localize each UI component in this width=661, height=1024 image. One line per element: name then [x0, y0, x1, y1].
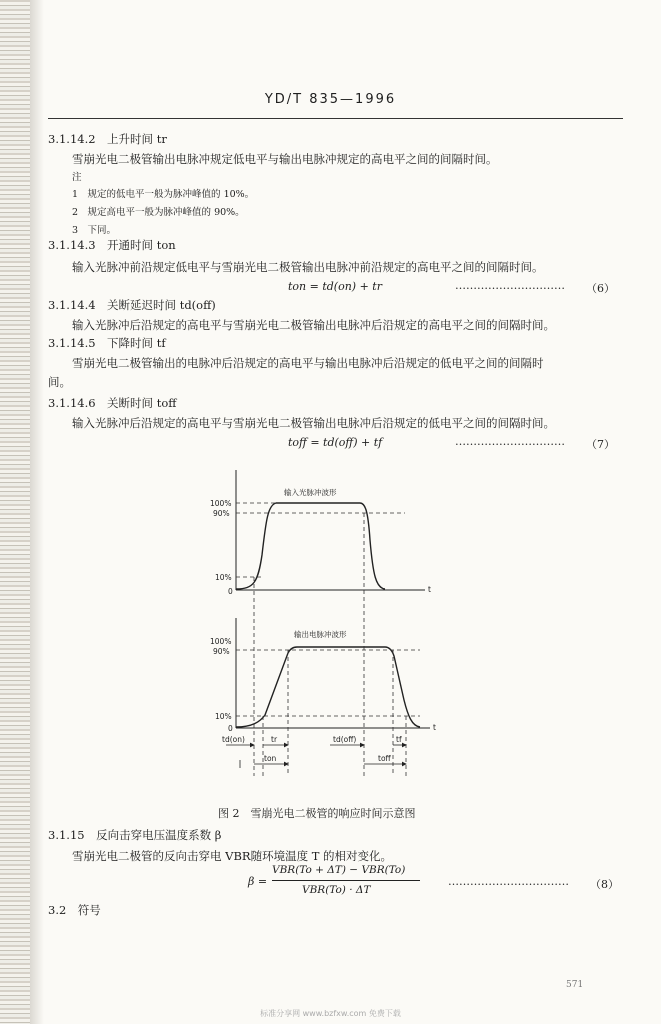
site-watermark: 标准分享网 www.bzfxw.com 免费下载: [260, 1009, 401, 1018]
equation-6-number: （6）: [586, 282, 615, 295]
bottom-y90-label: 90%: [213, 647, 230, 656]
note-1: 1 规定的低电平一般为脉冲峰值的 10%。: [72, 189, 255, 200]
section-3-1-14-5-title: 3.1.14.5 下降时间 tf: [48, 336, 166, 350]
top-y100-label: 100%: [210, 499, 232, 508]
equation-6: ton = td(on) + tr: [288, 280, 382, 293]
top-y10-label: 10%: [215, 573, 232, 582]
tf-label: tf: [396, 735, 402, 744]
output-pulse-curve: [236, 647, 420, 727]
page-number: 571: [566, 980, 584, 990]
output-wave-label: 输出电脉冲波形: [294, 630, 347, 639]
bottom-y0-label: 0: [228, 724, 233, 733]
bottom-y100-label: 100%: [210, 637, 232, 646]
leader-dots-6: …………………………: [455, 279, 565, 292]
section-3-1-15-text: 雪崩光电二极管的反向击穿电 VBR随环境温度 T 的相对变化。: [72, 849, 393, 863]
note-3: 3 下同。: [72, 225, 117, 236]
section-3-1-14-5-text-2: 间。: [48, 375, 71, 389]
page-header: YD/T 835—1996: [264, 92, 397, 107]
ton-label: ton: [264, 754, 277, 763]
top-y90-label: 90%: [213, 509, 230, 518]
toff-label: toff: [378, 754, 391, 763]
section-3-1-14-6-title: 3.1.14.6 关断时间 toff: [48, 396, 177, 410]
beta-denominator: VBR(To) · ΔT: [302, 884, 371, 896]
note-label: 注: [72, 172, 82, 183]
section-3-1-15-title: 3.1.15 反向击穿电压温度系数 β: [48, 828, 222, 842]
top-y0-label: 0: [228, 587, 233, 596]
bottom-t-label: t: [433, 723, 436, 732]
input-pulse-curve: [236, 503, 385, 589]
section-3-1-14-2-text: 雪崩光电二极管输出电脉冲规定低电平与输出电脉冲规定的高电平之间的间隔时间。: [72, 152, 498, 166]
section-3-1-14-2-title: 3.1.14.2 上升时间 tr: [48, 132, 167, 146]
equation-7: toff = td(off) + tf: [288, 436, 383, 449]
section-3-1-14-3-text: 输入光脉冲前沿规定低电平与雪崩光电二极管输出电脉冲前沿规定的高电平之间的间隔时间。: [72, 260, 544, 274]
tr-label: tr: [271, 735, 278, 744]
section-3-1-14-5-text-1: 雪崩光电二极管输出的电脉冲后沿规定的高电平与输出电脉冲后沿规定的低电平之间的间隔时: [72, 356, 544, 370]
beta-symbol: β =: [248, 875, 268, 888]
fraction-bar: [272, 880, 420, 881]
top-t-label: t: [428, 585, 431, 594]
note-2: 2 规定高电平一般为脉冲峰值的 90%。: [72, 207, 245, 218]
leader-dots-7: …………………………: [455, 435, 565, 448]
leader-dots-8: ……………………………: [448, 875, 569, 888]
section-3-1-14-6-text: 输入光脉冲后沿规定的高电平与雪崩光电二极管输出电脉冲后沿规定的低电平之间的间隔时间。: [72, 416, 555, 430]
section-3-1-14-3-title: 3.1.14.3 开通时间 ton: [48, 238, 176, 252]
section-3-2-title: 3.2 符号: [48, 903, 101, 917]
input-wave-label: 输入光脉冲波形: [284, 488, 337, 497]
td-on-label: td(on): [222, 735, 245, 744]
equation-7-number: （7）: [586, 438, 615, 451]
beta-numerator: VBR(To + ΔT) − VBR(To): [272, 864, 406, 876]
section-3-1-14-4-text: 输入光脉冲后沿规定的高电平与雪崩光电二极管输出电脉冲后沿规定的高电平之间的间隔时间。: [72, 318, 555, 332]
figure-caption: 图 2 雪崩光电二极管的响应时间示意图: [218, 807, 416, 820]
section-3-1-14-4-title: 3.1.14.4 关断延迟时间 td(off): [48, 298, 216, 312]
bottom-y10-label: 10%: [215, 712, 232, 721]
td-off-label: td(off): [333, 735, 357, 744]
equation-8-number: （8）: [590, 878, 619, 891]
